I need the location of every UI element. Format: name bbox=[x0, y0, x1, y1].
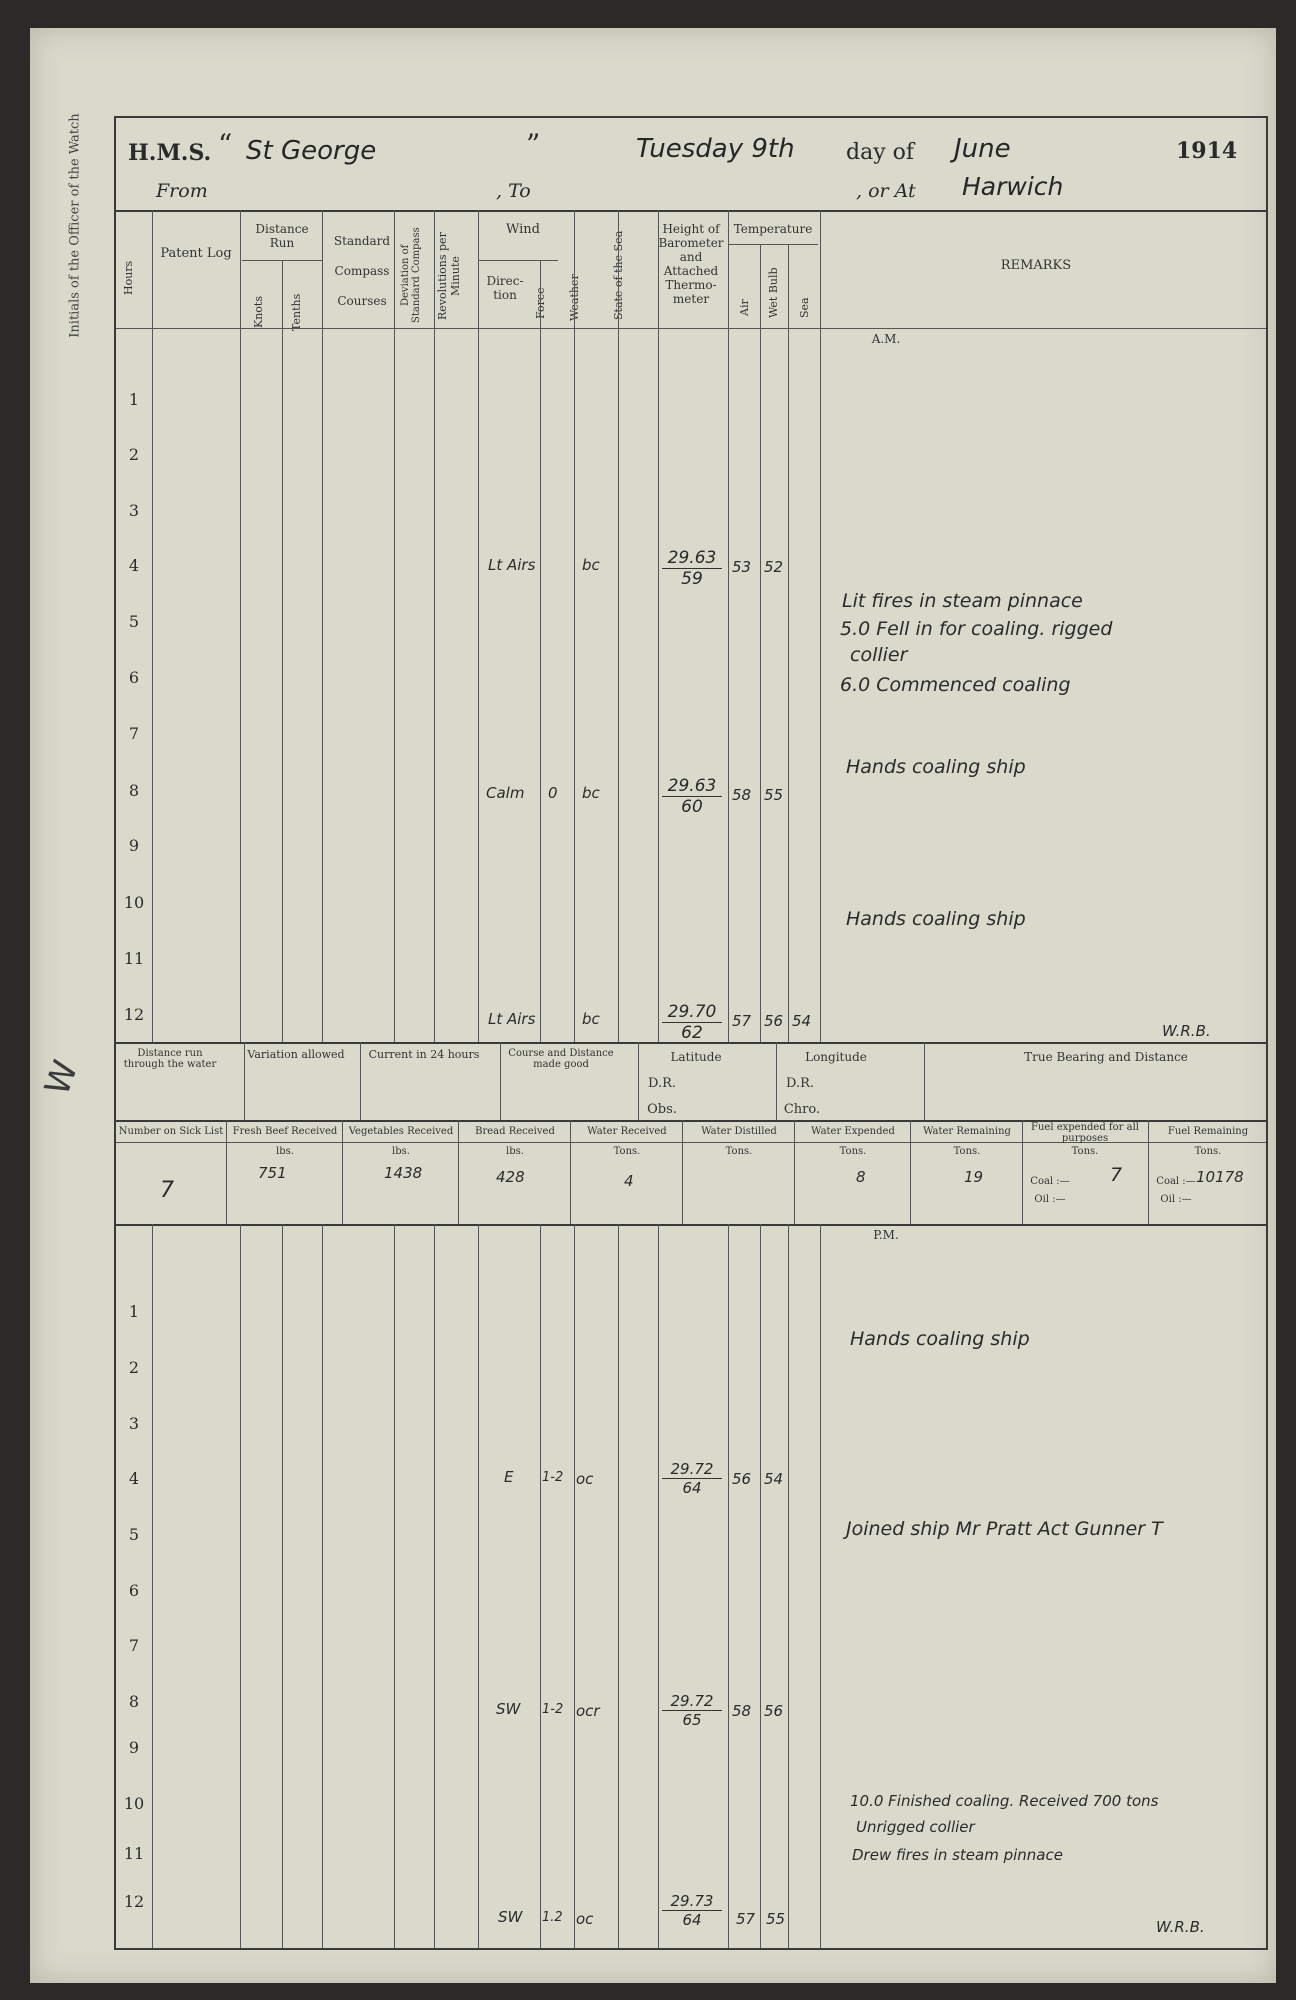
pm-hour: 1 bbox=[128, 1302, 140, 1321]
am-hour: 3 bbox=[128, 501, 140, 520]
fuel-expended-label: Fuel expended for all purposes bbox=[1031, 1122, 1139, 1144]
remarks-header: REMARKS bbox=[1000, 258, 1072, 273]
sea-temp-header: Sea bbox=[798, 297, 811, 319]
am-remark: Hands coaling ship bbox=[846, 908, 1026, 930]
am-weather: bc bbox=[582, 556, 600, 574]
month: June bbox=[954, 134, 1011, 164]
water-received-value: 4 bbox=[624, 1172, 634, 1190]
am-hour: 1 bbox=[128, 390, 140, 409]
fuel-expended-value: 7 bbox=[1110, 1164, 1123, 1186]
day-text: Tuesday 9th bbox=[636, 134, 795, 164]
pm-hour: 9 bbox=[128, 1738, 140, 1757]
pm-hour: 6 bbox=[128, 1581, 140, 1600]
or-at-label: , or At bbox=[856, 180, 916, 202]
deviation-header: Deviation of Standard Compass bbox=[400, 227, 422, 323]
fuel-rem-unit: Tons. bbox=[1194, 1146, 1222, 1157]
pm-hour: 7 bbox=[128, 1636, 140, 1655]
fuel-exp-unit: Tons. bbox=[1071, 1146, 1099, 1157]
wind-direction-header: Direc-tion bbox=[486, 274, 524, 302]
am-remark: 6.0 Commenced coaling bbox=[840, 674, 1071, 696]
pm-air-temp: 58 bbox=[732, 1702, 752, 1720]
pm-hour: 2 bbox=[128, 1358, 140, 1377]
fuel-remaining-value: 10178 bbox=[1196, 1168, 1244, 1186]
latitude-label: Latitude bbox=[670, 1050, 722, 1064]
dr-label: D.R. bbox=[647, 1076, 676, 1091]
pm-barometer: $\frac{29.73}{64}$ bbox=[662, 1892, 722, 1929]
water-expended-label: Water Expended bbox=[811, 1126, 895, 1137]
am-barometer: $\frac{29.70}{62}$ bbox=[662, 1002, 722, 1043]
pm-wind-direction: SW bbox=[496, 1700, 521, 1718]
am-remark: Hands coaling ship bbox=[846, 756, 1026, 778]
am-wind-force: 0 bbox=[548, 784, 558, 802]
am-remark: 5.0 Fell in for coaling. rigged bbox=[840, 618, 1113, 640]
water-expended-value: 8 bbox=[856, 1168, 866, 1186]
am-wet-bulb: 56 bbox=[764, 1012, 784, 1030]
pm-wind-direction: SW bbox=[498, 1908, 523, 1926]
true-bearing-label: True Bearing and Distance bbox=[1024, 1050, 1188, 1064]
log-page bbox=[30, 28, 1276, 1983]
barometer-header: Height of Barometer and Attached Thermo-meter bbox=[658, 222, 724, 306]
am-hour: 12 bbox=[123, 1005, 145, 1024]
pm-barometer: $\frac{29.72}{64}$ bbox=[662, 1460, 722, 1497]
am-hour: 10 bbox=[123, 893, 145, 912]
water-distilled-label: Water Distilled bbox=[701, 1126, 777, 1137]
am-hour: 6 bbox=[128, 668, 140, 687]
state-sea-header: State of the Sea bbox=[612, 230, 625, 320]
wind-header: Wind bbox=[506, 222, 540, 237]
pm-initials: W.R.B. bbox=[1156, 1918, 1205, 1936]
pm-remark: Joined ship Mr Pratt Act Gunner T bbox=[846, 1518, 1163, 1540]
am-sea-temp: 54 bbox=[792, 1012, 812, 1030]
am-barometer: $\frac{29.63}{60}$ bbox=[662, 776, 722, 817]
pm-remark: Hands coaling ship bbox=[850, 1328, 1030, 1350]
day-of-label: day of bbox=[846, 140, 915, 165]
am-hour: 4 bbox=[128, 556, 140, 575]
veg-unit: lbs. bbox=[392, 1146, 410, 1157]
fuel-remaining-label: Fuel Remaining bbox=[1167, 1126, 1249, 1137]
am-hour: 2 bbox=[128, 445, 140, 464]
sick-list-value: 7 bbox=[160, 1178, 174, 1203]
standard-compass-header: Standard Compass Courses bbox=[333, 234, 391, 308]
water-received-label: Water Received bbox=[587, 1126, 667, 1137]
course-label: Course and Distance made good bbox=[508, 1048, 614, 1070]
pm-remark: Unrigged collier bbox=[856, 1818, 975, 1836]
pm-hour: 5 bbox=[128, 1525, 140, 1544]
am-wind-direction: Lt Airs bbox=[488, 1010, 536, 1028]
am-remark: collier bbox=[850, 644, 908, 666]
am-wind-direction: Calm bbox=[486, 784, 525, 802]
coal-label-2: Coal :— bbox=[1156, 1176, 1196, 1187]
pm-air-temp: 57 bbox=[736, 1910, 756, 1928]
pm-barometer: $\frac{29.72}{65}$ bbox=[662, 1692, 722, 1729]
hms-label: H.M.S. bbox=[128, 140, 212, 166]
am-wind-direction: Lt Airs bbox=[488, 556, 536, 574]
pm-hour: 12 bbox=[123, 1892, 145, 1911]
pm-remark: Drew fires in steam pinnace bbox=[852, 1846, 1063, 1864]
pm-remark: 10.0 Finished coaling. Received 700 tons bbox=[850, 1792, 1159, 1810]
pm-wind-direction: E bbox=[504, 1468, 514, 1486]
water-rec-unit: Tons. bbox=[613, 1146, 641, 1157]
to-label: , To bbox=[496, 180, 531, 202]
oil-label-2: Oil :— bbox=[1160, 1194, 1192, 1205]
location: Harwich bbox=[962, 172, 1064, 201]
pm-wind-force: 1.2 bbox=[542, 1910, 563, 1925]
am-wet-bulb: 52 bbox=[764, 558, 784, 576]
revolutions-header: Revolutions per Minute bbox=[436, 232, 462, 320]
air-header: Air bbox=[738, 299, 751, 317]
am-hour: 11 bbox=[123, 949, 145, 968]
pm-weather: ocr bbox=[576, 1702, 600, 1720]
am-weather: bc bbox=[582, 784, 600, 802]
pm-weather: oc bbox=[576, 1910, 594, 1928]
bread-unit: lbs. bbox=[506, 1146, 524, 1157]
vegetables-label: Vegetables Received bbox=[348, 1126, 454, 1137]
sick-list-label: Number on Sick List bbox=[118, 1126, 224, 1137]
wet-bulb-header: Wet Bulb bbox=[767, 267, 780, 319]
current-label: Current in 24 hours bbox=[368, 1048, 480, 1061]
pm-hour: 11 bbox=[123, 1844, 145, 1863]
year: 1914 bbox=[1176, 138, 1238, 164]
pm-wind-force: 1-2 bbox=[542, 1702, 564, 1717]
variation-label: Variation allowed bbox=[247, 1048, 345, 1061]
am-hour: 9 bbox=[128, 836, 140, 855]
temperature-header: Temperature bbox=[733, 222, 813, 236]
am-barometer: $\frac{29.63}{59}$ bbox=[662, 548, 722, 589]
from-label: From bbox=[156, 180, 208, 202]
pm-hour: 8 bbox=[128, 1692, 140, 1711]
am-hour: 7 bbox=[128, 724, 140, 743]
oil-label: Oil :— bbox=[1034, 1194, 1066, 1205]
water-dist-unit: Tons. bbox=[725, 1146, 753, 1157]
pm-label: P.M. bbox=[873, 1228, 899, 1242]
dr2-label: D.R. bbox=[785, 1076, 814, 1091]
am-air-temp: 58 bbox=[732, 786, 752, 804]
am-remark: Lit fires in steam pinnace bbox=[842, 590, 1083, 612]
weather-header: Weather bbox=[568, 274, 581, 322]
am-initials: W.R.B. bbox=[1162, 1022, 1211, 1040]
pm-wind-force: 1-2 bbox=[542, 1470, 564, 1485]
am-hour: 5 bbox=[128, 612, 140, 631]
bread-value: 428 bbox=[496, 1168, 525, 1186]
patent-log-header: Patent Log bbox=[160, 246, 232, 261]
pm-wet-bulb: 54 bbox=[764, 1470, 784, 1488]
vegetables-value: 1438 bbox=[384, 1164, 423, 1182]
beef-unit: lbs. bbox=[276, 1146, 294, 1157]
am-wet-bulb: 55 bbox=[764, 786, 784, 804]
am-air-temp: 57 bbox=[732, 1012, 752, 1030]
distance-label: Distance run through the water bbox=[123, 1048, 217, 1070]
ship-name: St George bbox=[246, 136, 377, 166]
distance-run-header: Distance Run bbox=[255, 222, 309, 250]
pm-wet-bulb: 56 bbox=[764, 1702, 784, 1720]
beef-label: Fresh Beef Received bbox=[232, 1126, 338, 1137]
obs-label: Obs. bbox=[647, 1102, 677, 1117]
pm-weather: oc bbox=[576, 1470, 594, 1488]
pm-air-temp: 56 bbox=[732, 1470, 752, 1488]
pm-hour: 10 bbox=[123, 1794, 145, 1813]
officer-initials-column bbox=[30, 28, 112, 1983]
wind-force-header: Force bbox=[534, 287, 547, 319]
chro-label: Chro. bbox=[783, 1102, 821, 1117]
hours-header: Hours bbox=[122, 260, 135, 296]
water-rem-unit: Tons. bbox=[953, 1146, 981, 1157]
am-label: A.M. bbox=[871, 332, 901, 346]
pm-wet-bulb: 55 bbox=[766, 1910, 786, 1928]
am-air-temp: 53 bbox=[732, 558, 752, 576]
am-weather: bc bbox=[582, 1010, 600, 1028]
water-remaining-label: Water Remaining bbox=[923, 1126, 1011, 1137]
log-frame: H.M.S. “ St George ” Tuesday 9th day of June 1914 From , To , or At Harwich Hours Patent Log Distance Run Knots Tenths Standard Compass Courses Deviation of Standard Compass Revolutions per Minute Wind Direc-tion Force Weather State of the Sea Height of Barometer and Attached Thermo-meter Temperature Air Wet Bulb Sea REMARKS A.M. 1 2 3 4 5 6 7 8 9 10 11 12 Lt Airs bc $\frac{29.63}{59}$ 53 52 Calm 0 bc $\frac{29.63}{60}$ 58 55 Lt Airs bc $\frac{29.70}{62}$ 57 56 54 Lit fires in steam pinnace 5.0 Fell in for coaling. rigged collier 6.0 Commenced coaling Hands coaling ship Hands coaling ship W.R.B. Distance run through the water Variation allowed Current in 24 hours Course and Distance made good Latitude D.R. Obs. Longitude D.R. Chro. True Bearing and Distance Number on Sick List Fresh Beef Received Vegetables Received Bread Received Water Received Water Distilled Water Expended Water Remaining Fuel expended for all purposes Fuel Remaining lbs. lbs. lbs. Tons. Tons. Tons. Tons. Tons. Tons. 7 751 1438 428 4 8 19 Coal :— Oil :— 7 Coal :— Oil :— 10178 P.M. 1 2 3 4 5 6 7 8 9 10 11 12 E 1-2 oc $\frac{29.72}{64}$ 56 54 SW 1-2 ocr $\frac{29.72}{65}$ 58 56 SW 1.2 oc $\frac{29.73}{64}$ 57 55 Hands coaling ship Joined ship Mr Pratt Act Gunner T 10.0 Finished coaling. Received 700 tons Unrigged collier Drew fires in steam pinnace W.R.B. bbox=[114, 116, 1268, 1950]
pm-hour: 3 bbox=[128, 1414, 140, 1433]
initial-mark: W bbox=[37, 1055, 87, 1101]
am-hour: 8 bbox=[128, 781, 140, 800]
longitude-label: Longitude bbox=[805, 1050, 867, 1064]
tenths-header: Tenths bbox=[290, 293, 303, 331]
knots-header: Knots bbox=[252, 296, 265, 328]
bread-label: Bread Received bbox=[475, 1126, 555, 1137]
coal-label: Coal :— bbox=[1030, 1176, 1070, 1187]
beef-value: 751 bbox=[258, 1164, 287, 1182]
pm-hour: 4 bbox=[128, 1469, 140, 1488]
officer-initials-label: Initials of the Officer of the Watch bbox=[67, 113, 83, 338]
water-remaining-value: 19 bbox=[964, 1168, 984, 1186]
water-exp-unit: Tons. bbox=[839, 1146, 867, 1157]
